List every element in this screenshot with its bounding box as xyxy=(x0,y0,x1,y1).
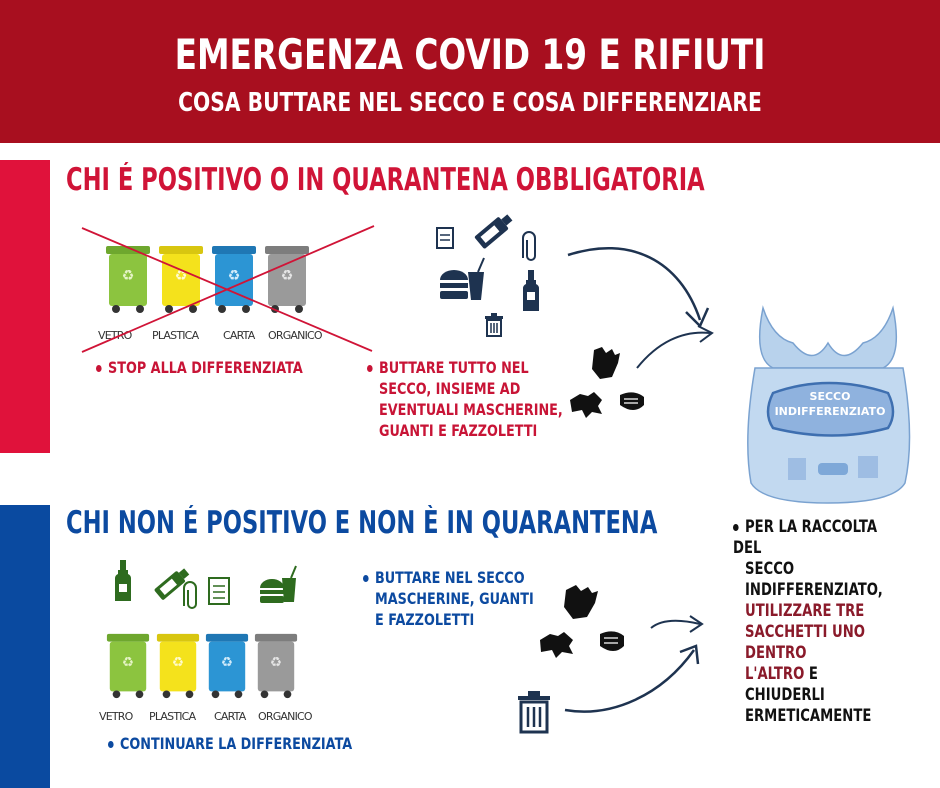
bag-label-line1: SECCO xyxy=(809,390,851,403)
section-negative-title: CHI NON É POSITIVO E NON È IN QUARANTENA xyxy=(66,505,658,541)
note-line1: PER LA RACCOLTA DEL xyxy=(733,517,878,557)
paperclip-icon xyxy=(523,232,535,260)
bottle-icon xyxy=(115,560,131,601)
gloves-masks-icon xyxy=(566,345,656,420)
header-banner xyxy=(0,0,940,143)
arrow-from-masks-2-icon xyxy=(648,612,708,642)
bin-label-plastica: PLASTICA xyxy=(149,710,196,723)
waste-items-row-icons xyxy=(110,560,310,615)
bin-label-carta: CARTA xyxy=(223,329,255,342)
trash-can-icon xyxy=(516,690,552,734)
note-highlight3: L'ALTRO xyxy=(745,664,805,683)
bag-label xyxy=(760,389,900,419)
note-highlight2: SACCHETTI UNO DENTRO xyxy=(745,622,865,662)
bullet-stop-text: STOP ALLA DIFFERENZIATA xyxy=(108,358,303,377)
bin-plastica-icon xyxy=(155,633,201,700)
bin-label-plastica: PLASTICA xyxy=(152,329,199,342)
waste-items-icons xyxy=(432,210,552,345)
section-positive-title: CHI É POSITIVO O IN QUARANTENA OBBLIGATORIA xyxy=(66,162,705,198)
bin-label-organico: ORGANICO xyxy=(258,710,312,723)
svg-text:♻: ♻ xyxy=(220,655,234,671)
paperclip-icon xyxy=(184,582,196,608)
bin-label-vetro: VETRO xyxy=(99,710,133,723)
bin-label-vetro: VETRO xyxy=(98,329,132,342)
bullet-continue-text: CONTINUARE LA DIFFERENZIATA xyxy=(120,734,353,753)
cross-out-icon xyxy=(82,226,377,354)
bin-vetro-icon xyxy=(105,633,151,700)
bottle-icon xyxy=(523,270,539,311)
bullet-throw-line1: BUTTARE TUTTO NEL xyxy=(379,358,529,377)
tube-icon xyxy=(474,211,515,249)
bullet-masks-line2: MASCHERINE, GUANTI xyxy=(375,589,534,608)
svg-text:♻: ♻ xyxy=(174,268,188,284)
bin-organico-icon xyxy=(253,633,299,700)
bullet-masks-line3: E FAZZOLETTI xyxy=(375,610,475,629)
svg-text:♻: ♻ xyxy=(121,268,135,284)
bullet-throw-line4: GUANTI E FAZZOLETTI xyxy=(379,421,538,440)
note-line2: SECCO INDIFFERENZIATO, xyxy=(745,559,883,599)
svg-text:♻: ♻ xyxy=(280,268,294,284)
note-line-end2: ERMETICAMENTE xyxy=(745,706,872,725)
svg-text:♻: ♻ xyxy=(269,655,283,671)
bullet-throw-line3: EVENTUALI MASCHERINE, xyxy=(379,400,563,419)
bullet-throw-line2: SECCO, INSIEME AD xyxy=(379,379,521,398)
bullet-throw-masks xyxy=(363,567,534,630)
trash-can-icon xyxy=(485,313,503,336)
svg-text:♻: ♻ xyxy=(227,268,241,284)
fastfood-icon xyxy=(260,566,296,603)
page-title: EMERGENZA COVID 19 E RIFIUTI xyxy=(174,30,766,79)
fastfood-icon xyxy=(440,258,484,300)
bullet-throw-all xyxy=(367,357,563,441)
arrow-from-trash-icon xyxy=(562,640,712,720)
section-positive-accent-bar xyxy=(0,160,50,453)
bin-carta-icon xyxy=(204,633,250,700)
svg-text:♻: ♻ xyxy=(171,655,185,671)
note-highlight1: UTILIZZARE TRE xyxy=(745,601,865,620)
paper-icon xyxy=(437,228,453,248)
section-negative-accent-bar xyxy=(0,505,50,788)
svg-text:♻: ♻ xyxy=(121,655,135,671)
bin-label-organico: ORGANICO xyxy=(268,329,322,342)
bullet-stop-differenziata xyxy=(96,357,303,378)
paper-icon xyxy=(209,578,229,604)
bag-label-line2: INDIFFERENZIATO xyxy=(774,405,886,418)
bullet-continue-differenziata xyxy=(108,733,352,754)
note-line-end1: E CHIUDERLI xyxy=(745,664,825,704)
bin-label-carta: CARTA xyxy=(214,710,246,723)
bullet-masks-line1: BUTTARE NEL SECCO xyxy=(375,568,525,587)
page-subtitle: COSA BUTTARE NEL SECCO E COSA DIFFERENZIARE xyxy=(178,88,762,118)
note-triple-bag xyxy=(733,516,899,726)
